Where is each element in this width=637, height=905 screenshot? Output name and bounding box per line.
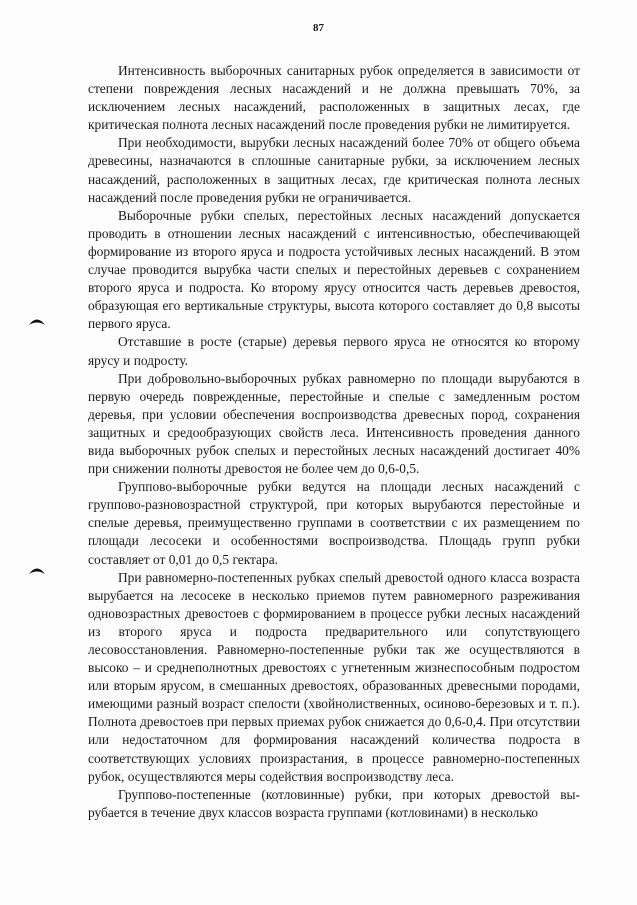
margin-binding-mark	[28, 316, 46, 326]
paragraph: Группово-постепенные (котловинные) рубки, при которых древостой вырубается в течение двух классов возраста группами (котловинами) в несколько	[88, 786, 580, 820]
page-number: 87	[313, 22, 324, 34]
paragraph: При равномерно-постепенных рубках спелый древостой одного класса возраста вырубается на лесосеке в несколько приемов путем равномерного разреживания одновозрастных древостоев с формированием в процессе рубки лесных насаждений из второго яруса и подроста предварительного или сопутствующего лесовосстановления. Равномерно-постепенные рубки так же осуществляются в высоко – и среднеполнотных древостоях с угнетенным жизнеспособным подростом или вторым ярусом, в смешанных древостоях, образованных древесными породами, имеющими разный возраст спелости (хвойнолиственных, осиново-березовых и т. п.). Полнота древостоев при первых приемах рубок снижается до 0,6-0,4. При отсутствии или недостаточном для формирования насаждений количества подроста в соответствующих условиях произрастания, в процессе равномерно-постепенных рубок, осуществляются меры содействия воспроизводству леса.	[88, 569, 580, 784]
paragraph: Отставшие в росте (старые) деревья первого яруса не относятся ко второму ярусу и подросту.	[88, 334, 580, 368]
margin-binding-mark	[28, 565, 46, 575]
paragraph: Выборочные рубки спелых, перестойных лесных насаждений допускается проводить в отношении лесных насаждений с интенсивностью, обеспечивающей формирование из второго яруса и подроста устойчивых лесных насаждений. В этом случае проводится вырубка части спелых и перестойных деревьев с сохранением второго яруса и подроста. Ко второму ярусу относится часть деревьев древостоя, образующая его вертикальные структуры, высота которого составляет до 0,8 высоты первого яруса.	[88, 207, 580, 332]
body-text	[88, 62, 580, 822]
paragraph: При необходимости, вырубки лесных насаждений более 70% от общего объема древесины, назначаются в сплошные санитарные рубки, за исключением лесных насаждений, расположенных в защитных лесах, где критическая полнота лесных насаждений после проведения рубки не ограничивается.	[88, 135, 580, 205]
paragraph: Интенсивность выборочных санитарных рубок определяется в зависимости от степени повреждения лесных насаждений и не должна превышать 70%, за исключением лесных насаждений, расположенных в защитных лесах, где критическая полнота лесных насаждений после проведения рубки не лимитируется.	[88, 63, 580, 133]
paragraph: При добровольно-выборочных рубках равномерно по площади вырубаются в первую очередь поврежденные, перестойные и спелые с замедленным ростом деревья, при условии обеспечения воспроизводства древесных пород, сохранения защитных и средообразующих свойств леса. Интенсивность проведения данного вида выборочных рубок спелых и перестойных лесных насаждений достигает 40% при снижении полноты древостоя не более чем до 0,6-0,5.	[88, 370, 580, 477]
paragraph: Группово-выборочные рубки ведутся на площади лесных насаждений с группово-разновозрастной структурой, при которых вырубаются перестойные и спелые деревья, преимущественно группами в соответствии с их размещением по площади лесосеки и особенностями воспроизводства. Площадь групп рубки составляет от 0,01 до 0,5 гектара.	[88, 479, 580, 567]
